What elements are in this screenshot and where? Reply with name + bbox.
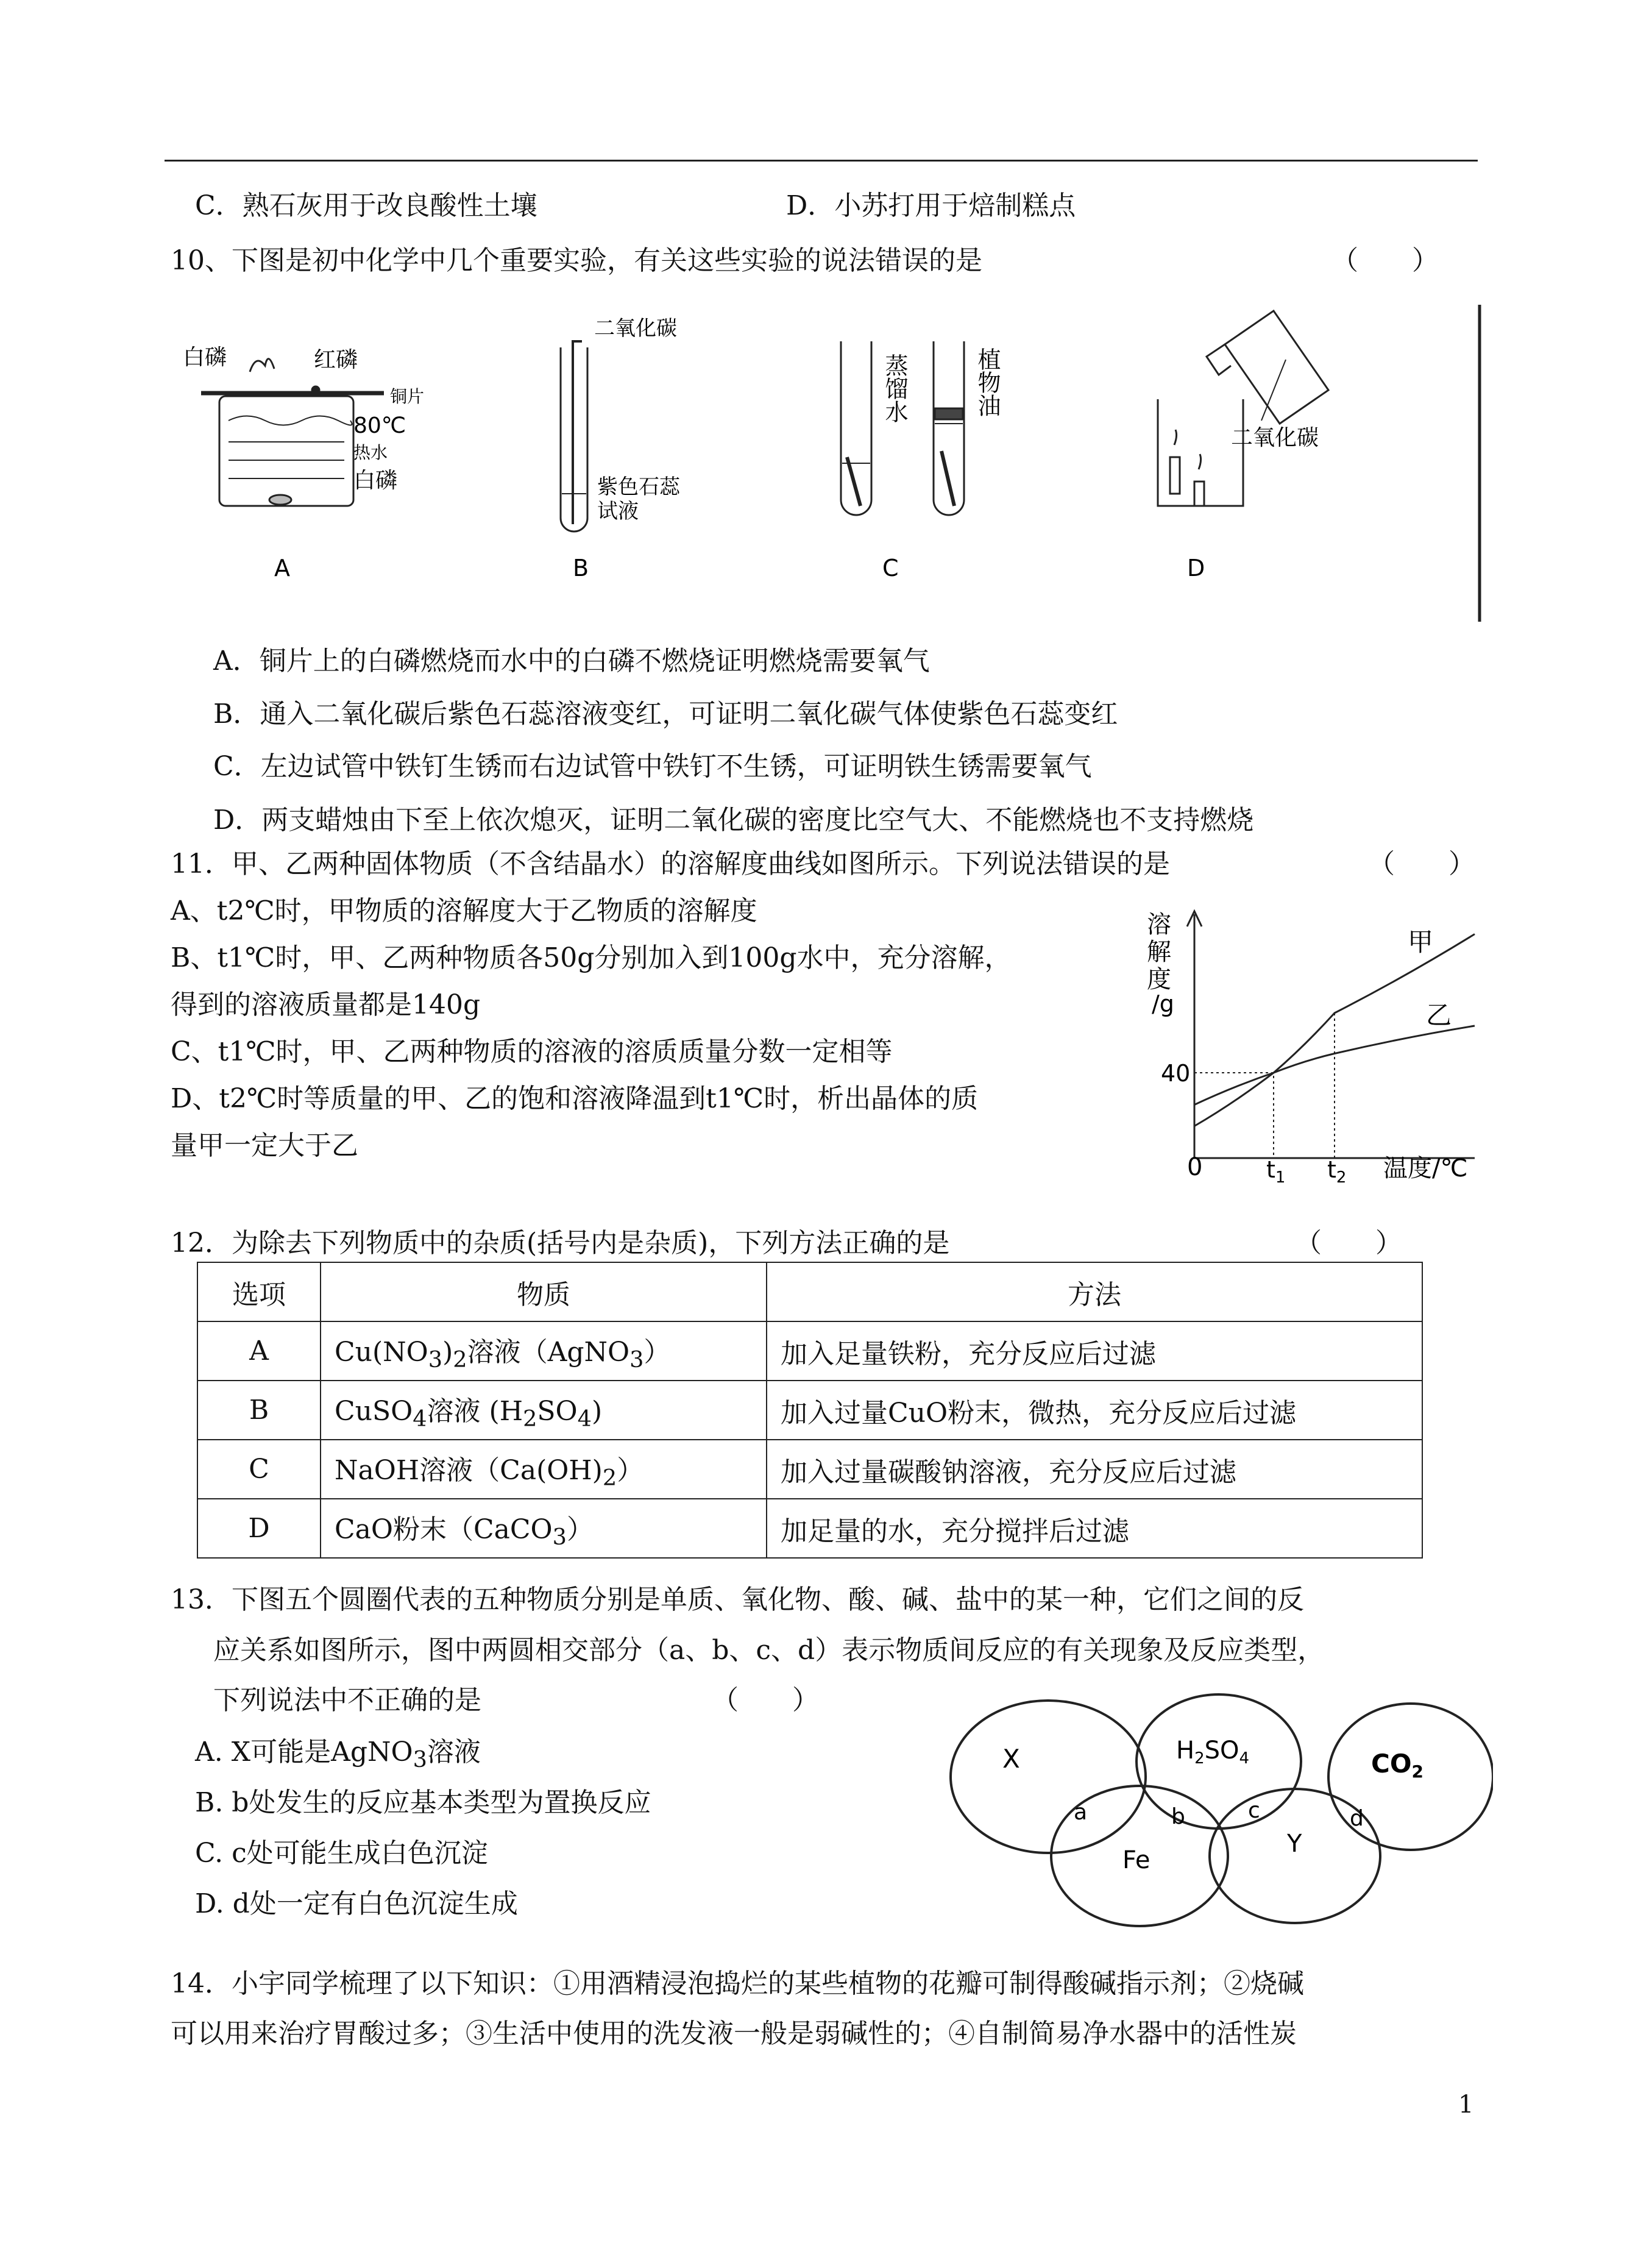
q9-option-d: D．小苏打用于焙制糕点 xyxy=(786,190,1076,221)
x-tick-label: $t_2$ xyxy=(1327,1156,1347,1187)
caption-a: A xyxy=(274,555,290,581)
c-label-distilled-water: 蒸馏水 xyxy=(881,354,908,423)
q12-bracket: （ ） xyxy=(1295,1228,1402,1259)
row-option: A xyxy=(197,1321,321,1381)
row-method: 加入足量铁粉，充分反应后过滤 xyxy=(767,1321,1422,1381)
row-substance: NaOH溶液$(Ca(OH)_2)$ xyxy=(321,1440,767,1499)
q13-option-a: A. X可能是AgNO$_3$溶液 xyxy=(195,1737,481,1772)
table-row xyxy=(197,1499,1422,1558)
series-label-2: 乙 xyxy=(1426,1000,1452,1030)
y-label-char-2: 解 xyxy=(1147,938,1171,966)
page-number: 1 xyxy=(1458,2091,1474,2119)
a-label-white-phosphorus-top: 白磷 xyxy=(183,345,227,370)
header-substance: 物质 xyxy=(321,1262,767,1321)
header-option: 选项 xyxy=(197,1262,321,1321)
origin-label: 0 xyxy=(1187,1153,1203,1181)
table-row xyxy=(197,1381,1422,1440)
q13-circle-diagram xyxy=(945,1688,1493,1932)
q10-experiment-figure xyxy=(183,299,1499,628)
q13-bracket: （ ） xyxy=(712,1685,819,1716)
row-option: D xyxy=(197,1499,321,1558)
experiment-d xyxy=(1158,311,1328,506)
row-substance: CuSO$_4$溶液 $(H_2SO_4)$ xyxy=(321,1381,767,1440)
a-label-red-phosphorus: 红磷 xyxy=(314,347,358,372)
q13-stem-1: 13．下图五个圆圈代表的五种物质分别是单质、氧化物、酸、碱、盐中的某一种，它们之间的反 xyxy=(171,1584,1304,1615)
y-tick-label: 40 xyxy=(1161,1060,1191,1087)
q10-bracket: （ ） xyxy=(1331,245,1439,276)
label-h2so4: $H_2SO_4$ xyxy=(1176,1737,1250,1768)
label-y: Y xyxy=(1287,1830,1302,1858)
guide-t1 xyxy=(1194,1073,1274,1158)
row-substance: $Cu(NO_3)_2$溶液（AgNO$_3$） xyxy=(321,1321,767,1381)
q10-option-c: C．左边试管中铁钉生锈而右边试管中铁钉不生锈，可证明铁生锈需要氧气 xyxy=(213,751,1092,782)
caption-c: C xyxy=(882,555,899,581)
table-header-row xyxy=(197,1262,1422,1321)
b-label-litmus-2: 试液 xyxy=(597,499,639,524)
q12-stem: 12．为除去下列物质中的杂质(括号内是杂质)，下列方法正确的是 xyxy=(171,1228,950,1259)
x-tick-label: $t_1$ xyxy=(1266,1156,1286,1187)
y-label-char-1: 溶 xyxy=(1147,911,1171,939)
q10-option-b: B．通入二氧化碳后紫色石蕊溶液变红，可证明二氧化碳气体使紫色石蕊变红 xyxy=(213,699,1118,730)
row-substance: CaO粉末（CaCO$_3$） xyxy=(321,1499,767,1558)
c-label-oil: 植物油 xyxy=(974,347,1001,417)
a-label-white-phosphorus-bottom: 白磷 xyxy=(353,468,398,493)
q10-option-d: D．两支蜡烛由下至上依次熄灭，证明二氧化碳的密度比空气大、不能燃烧也不支持燃烧 xyxy=(213,805,1254,836)
q14-line-1: 14．小宇同学梳理了以下知识：①用酒精浸泡捣烂的某些植物的花瓣可制得酸碱指示剂；②烧碱 xyxy=(171,1968,1304,1999)
a-label-temp: 80℃ xyxy=(353,413,406,438)
q11-stem: 11．甲、乙两种固体物质（不含结晶水）的溶解度曲线如图所示。下列说法错误的是 xyxy=(171,848,1170,880)
table-row xyxy=(197,1440,1422,1499)
row-option: C xyxy=(197,1440,321,1499)
b-label-litmus-1: 紫色石蕊 xyxy=(597,475,680,499)
x-axis-label: 温度/℃ xyxy=(1383,1154,1468,1182)
label-co2: CO2 xyxy=(1371,1749,1424,1782)
label-x: X xyxy=(1002,1744,1020,1774)
series-curve-2 xyxy=(1194,1026,1475,1105)
table-row xyxy=(197,1321,1422,1381)
circle-x xyxy=(951,1701,1146,1853)
series-label-1: 甲 xyxy=(1408,927,1434,957)
q13-stem-2: 应关系如图所示，图中两圆相交部分（a、b、c、d）表示物质间反应的有关现象及反应类型， xyxy=(213,1635,1325,1666)
label-c: c xyxy=(1248,1798,1260,1823)
caption-b: B xyxy=(573,555,589,581)
q11-option-d-cont: 量甲一定大于乙 xyxy=(171,1130,358,1161)
d-label-co2: 二氧化碳 xyxy=(1231,425,1319,450)
y-unit: /g xyxy=(1152,990,1174,1017)
q10-stem: 10、下图是初中化学中几个重要实验，有关这些实验的说法错误的是 xyxy=(171,245,982,276)
q11-bracket: （ ） xyxy=(1368,848,1475,880)
q9-option-c: C．熟石灰用于改良酸性土壤 xyxy=(195,190,537,221)
label-a: a xyxy=(1074,1800,1088,1825)
q13-stem-3: 下列说法中不正确的是 xyxy=(213,1685,481,1716)
row-method: 加入过量CuO粉末，微热，充分反应后过滤 xyxy=(767,1381,1422,1440)
q11-option-c: C、t1℃时，甲、乙两种物质的溶液的溶质质量分数一定相等 xyxy=(171,1036,893,1067)
q11-option-d: D、t2℃时等质量的甲、乙的饱和溶液降温到t1℃时，析出晶体的质 xyxy=(171,1083,979,1114)
y-label-char-3: 度 xyxy=(1147,965,1171,994)
q13-option-b: B. b处发生的反应基本类型为置换反应 xyxy=(195,1787,651,1818)
a-label-hot-water: 热水 xyxy=(353,443,388,463)
label-d: d xyxy=(1350,1806,1364,1831)
q11-option-b-cont: 得到的溶液质量都是140g xyxy=(171,989,481,1020)
b-label-co2: 二氧化碳 xyxy=(594,316,677,341)
label-b: b xyxy=(1171,1804,1185,1829)
q13-option-c: C. c处可能生成白色沉淀 xyxy=(195,1838,488,1869)
q10-option-a: A．铜片上的白磷燃烧而水中的白磷不燃烧证明燃烧需要氧气 xyxy=(213,645,930,677)
row-method: 加入过量碳酸钠溶液，充分反应后过滤 xyxy=(767,1440,1422,1499)
q11-option-a: A、t2℃时，甲物质的溶解度大于乙物质的溶解度 xyxy=(171,895,757,926)
row-option: B xyxy=(197,1381,321,1440)
q13-option-d: D. d处一定有白色沉淀生成 xyxy=(195,1888,518,1919)
header-rule xyxy=(165,160,1478,162)
q12-table xyxy=(197,1262,1423,1559)
q14-line-2: 可以用来治疗胃酸过多；③生活中使用的洗发液一般是弱碱性的；④自制简易净水器中的活性炭 xyxy=(171,2018,1297,2049)
solubility-chart xyxy=(1133,902,1499,1189)
row-method: 加足量的水，充分搅拌后过滤 xyxy=(767,1499,1422,1558)
label-fe: Fe xyxy=(1122,1846,1150,1874)
q11-option-b: B、t1℃时，甲、乙两种物质各50g分别加入到100g水中，充分溶解， xyxy=(171,942,1012,973)
caption-d: D xyxy=(1187,555,1205,581)
header-method: 方法 xyxy=(767,1262,1422,1321)
a-label-copper: 铜片 xyxy=(390,386,425,407)
